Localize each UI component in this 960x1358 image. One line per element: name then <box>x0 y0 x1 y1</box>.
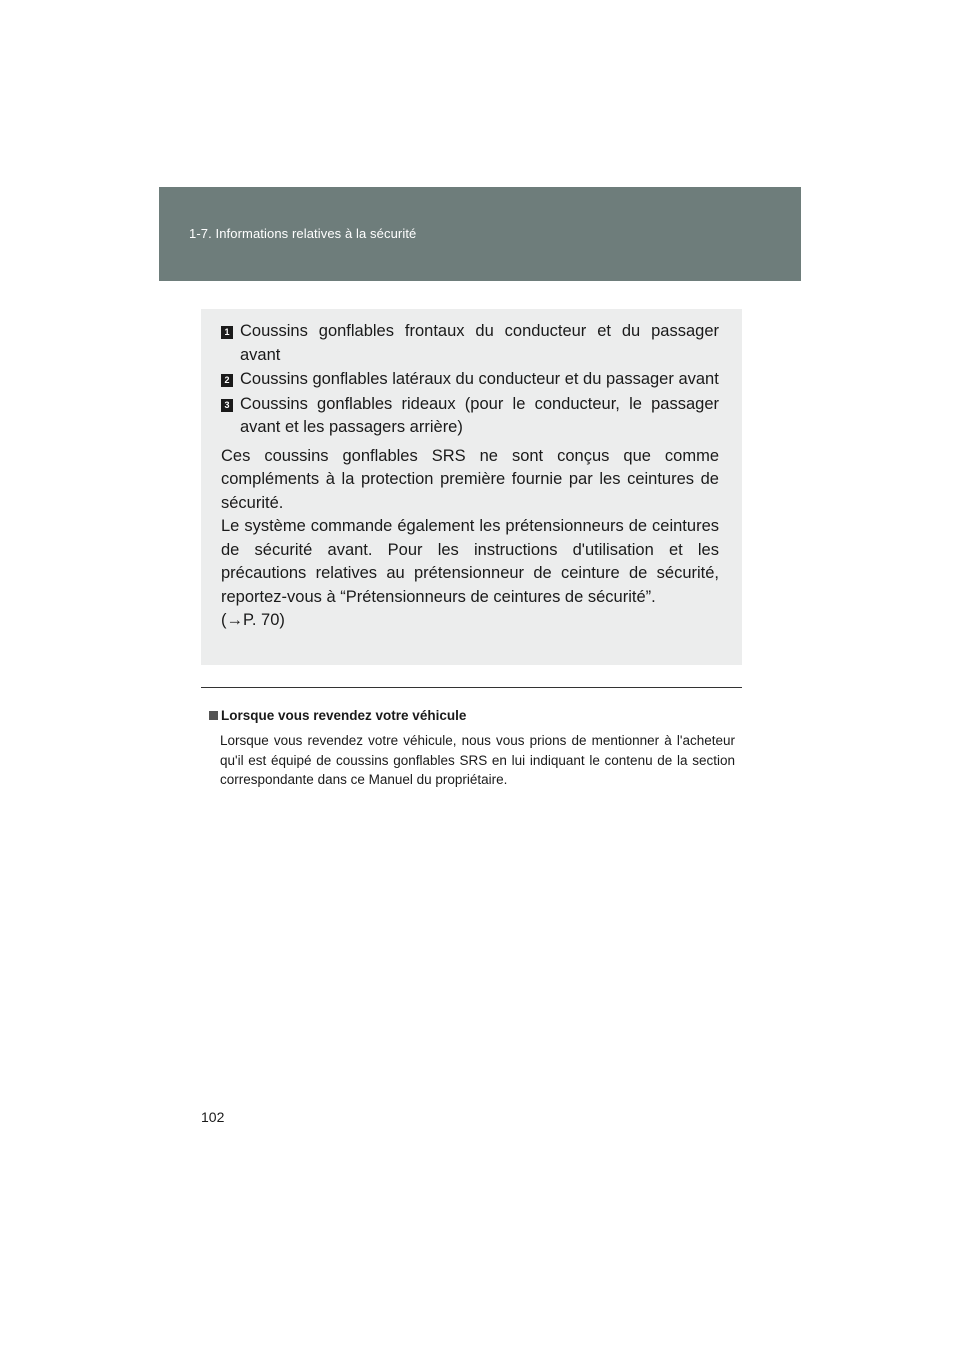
airbag-info-box <box>201 309 742 665</box>
page-reference-link[interactable]: (→P. 70) <box>221 611 285 629</box>
list-item-text: Coussins gonflables latéraux du conducteur et du passager avant <box>240 370 719 388</box>
number-badge-icon: 2 <box>221 374 233 387</box>
list-item-text: Coussins gonflables frontaux du conducteur et du passager avant <box>240 322 719 364</box>
number-badge-icon: 1 <box>221 326 233 339</box>
list-item <box>221 368 719 392</box>
note-body: Lorsque vous revendez votre véhicule, nous vous prions de mentionner à l'acheteur qu'il est équipé de coussins gonflables SRS en lui indiquant le contenu de la section correspondante dans ce Manuel du propriétaire. <box>220 733 735 787</box>
resale-note <box>209 706 735 790</box>
square-bullet-icon <box>209 711 218 720</box>
page-number: 102 <box>201 1109 225 1125</box>
section-divider <box>201 687 742 688</box>
list-item-text: Coussins gonflables rideaux (pour le conducteur, le passager avant et les passagers arrière) <box>240 394 719 436</box>
pretensioner-paragraph: Le système commande également les prétensionneurs de ceintures de sécurité avant. Pour les instructions d'utilisation et les précautions relatives au prétensionneur de ceinture de sécurité, reportez-vous à “Prétensionneurs de ceintures de sécurité”. <box>221 517 719 606</box>
list-item <box>221 393 719 440</box>
note-heading <box>209 706 735 725</box>
srs-complement-paragraph: Ces coussins gonflables SRS ne sont conçus que comme compléments à la protection première fournie par les ceintures de sécurité. <box>221 446 719 512</box>
number-badge-icon: 3 <box>221 399 233 412</box>
note-heading-text: Lorsque vous revendez votre véhicule <box>221 708 467 723</box>
section-title: 1-7. Informations relatives à la sécurité <box>189 226 417 241</box>
section-header-band <box>159 187 801 281</box>
list-item <box>221 320 719 367</box>
